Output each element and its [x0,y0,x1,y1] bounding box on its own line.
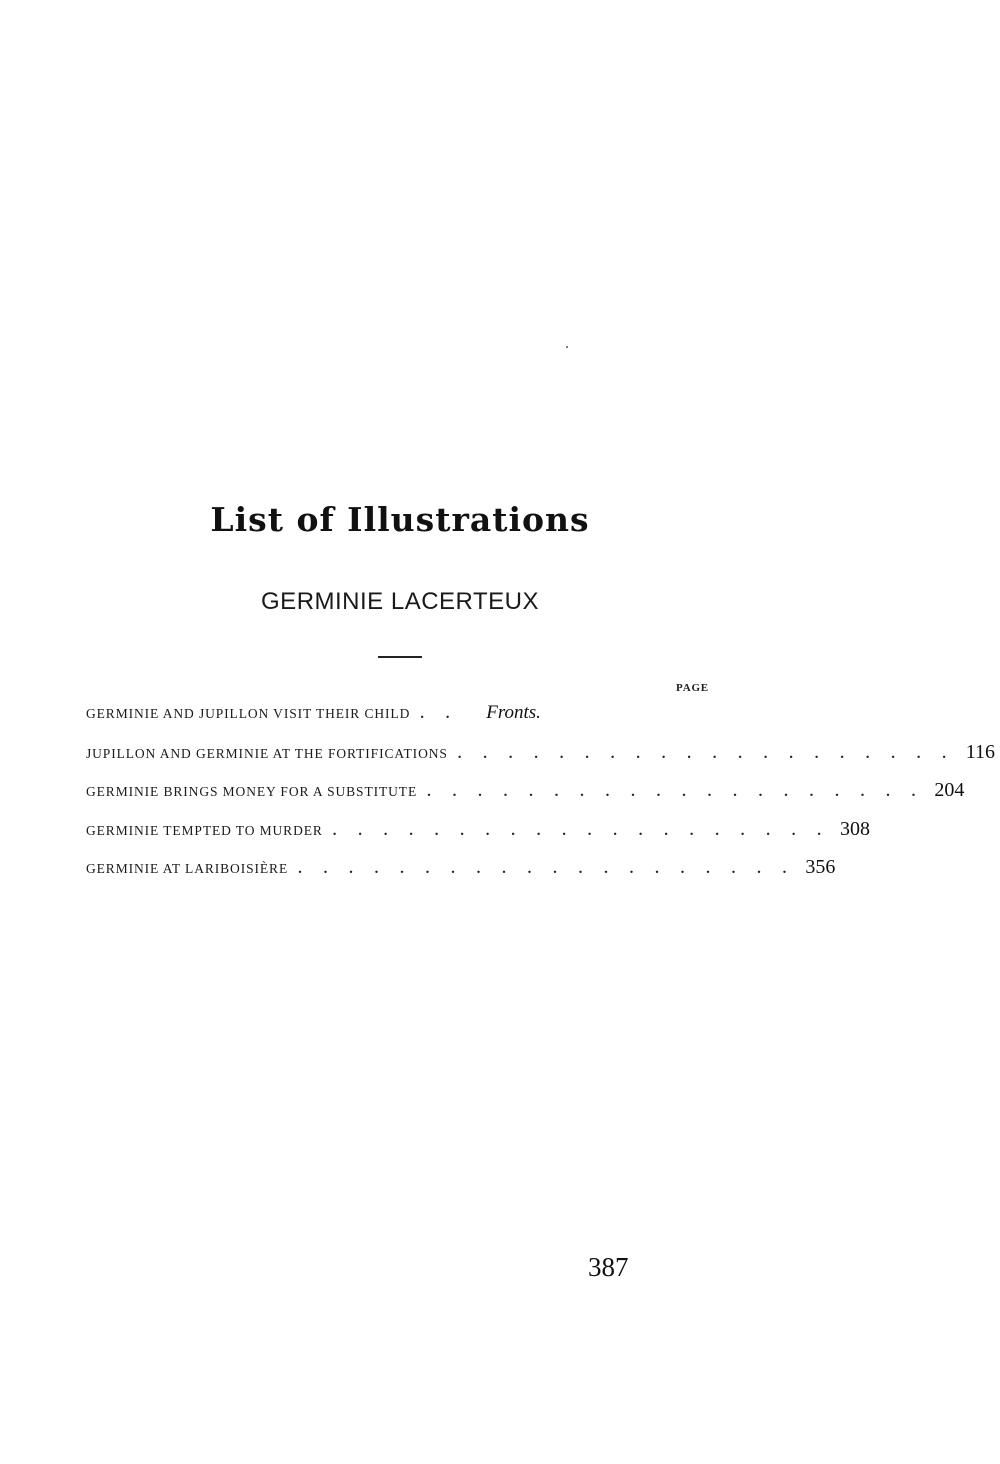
illustration-entry [86,777,965,816]
illustration-entry [86,739,996,778]
illustration-entry [86,854,836,893]
dot-leader: . . [420,706,459,722]
dot-leader: . . . . . . . . . . . . . . . . . . . . [457,745,956,762]
illustration-page: 308 [840,817,871,840]
divider-rule [378,656,422,658]
illustration-entry [86,700,718,739]
illustration-title: GERMINIE BRINGS MONEY FOR A SUBSTITUTE [86,784,418,799]
illustration-title: JUPILLON AND GERMINIE AT THE FORTIFICATIONS [86,745,448,761]
illustration-page: Fronts. [486,702,541,723]
dot-leader: . . . . . . . . . . . . . . . . . . . . [427,784,925,800]
dot-leader: . . . . . . . . . . . . . . . . . . . . [298,861,796,877]
book-title: GERMINIE LACERTEUX [261,588,539,615]
illustration-title: GERMINIE AT LARIBOISIÈRE [86,861,289,876]
illustration-title: GERMINIE TEMPTED TO MURDER [86,822,323,838]
dot-leader: . . . . . . . . . . . . . . . . . . . . [332,822,831,839]
illustration-page: 356 [805,856,836,878]
page-heading: List of Illustrations [210,500,590,539]
illustration-page: 116 [965,740,996,763]
illustration-list [86,700,996,893]
page-column-label: PAGE [676,682,709,694]
illustration-entry [86,816,871,855]
page-speck [566,346,568,348]
page-number: 387 [588,1252,629,1282]
illustration-page: 204 [934,779,965,801]
illustration-title: GERMINIE AND JUPILLON VISIT THEIR CHILD [86,706,411,721]
